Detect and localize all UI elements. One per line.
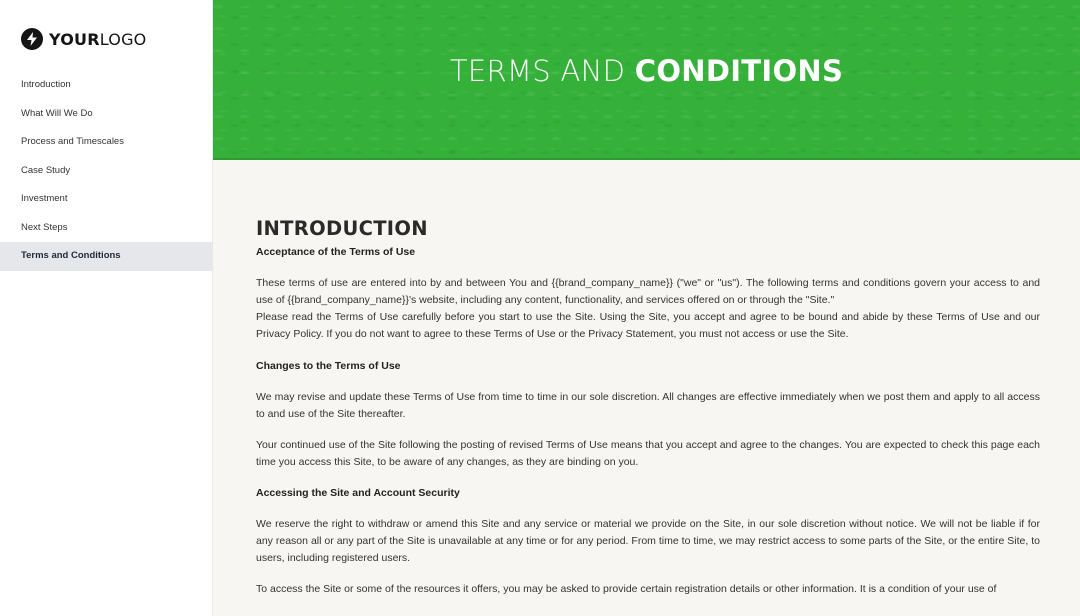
subheading-acceptance: Acceptance of the Terms of Use — [256, 246, 416, 258]
lightning-icon — [21, 28, 43, 50]
logo[interactable] — [21, 27, 146, 51]
page-title — [450, 54, 843, 88]
sidebar-item-case-study[interactable]: Case Study — [21, 164, 71, 176]
paragraph: These terms of use are entered into by and between You and {{brand_company_name}} ("we" or "us"). The following terms and conditions govern your access to and use of {{brand_company_name}}'s website, including any content, functionality, and services offered on or through the "Site." — [256, 277, 1040, 306]
sidebar-item-terms-and-conditions[interactable]: Terms and Conditions — [0, 242, 213, 271]
page-title-bold: CONDITIONS — [634, 53, 844, 88]
sidebar-item-what-will-we-do[interactable]: What Will We Do — [21, 107, 93, 119]
paragraph: We may revise and update these Terms of Use from time to time in our sole discretion. All changes are effective immediately when we post them and apply to all access to and use of the Site thereafter. — [256, 391, 1040, 420]
sidebar-item-next-steps[interactable]: Next Steps — [21, 221, 68, 233]
subheading-accessing: Accessing the Site and Account Security — [256, 487, 460, 499]
paragraph: To access the Site or some of the resources it offers, you may be asked to provide certain registration details or other information. It is a condition of your use of — [256, 583, 997, 595]
sidebar-item-process-and-timescales[interactable]: Process and Timescales — [21, 136, 124, 147]
hero-banner — [213, 0, 1080, 160]
subheading-changes: Changes to the Terms of Use — [256, 360, 401, 372]
logo-text — [49, 30, 146, 49]
sidebar-item-investment[interactable]: Investment — [21, 193, 68, 204]
paragraph: Your continued use of the Site following the posting of revised Terms of Use means that you accept and agree to the changes. You are expected to check this page each time you access this Site, to be aware of any changes, as they are binding on you. — [256, 439, 1040, 468]
section-heading: INTRODUCTION — [256, 217, 428, 240]
paragraph: We reserve the right to withdraw or amend this Site and any service or material we provide on the Site, in our sole discretion without notice. We will not be liable if for any reason all or any part of the Site is unavailable at any time or for any period. From time to time, we may restrict access to some parts of the Site, or the entire Site, to users, including registered users. — [256, 518, 1040, 564]
logo-text-bold: YOUR — [49, 29, 100, 49]
sidebar-nav — [0, 71, 213, 271]
page-title-light: TERMS AND — [449, 53, 635, 88]
paragraph: Please read the Terms of Use carefully before you start to use the Site. Using the Site, you accept and agree to be bound and abide by these Terms of Use and our Privacy Policy. If you do not want to agree to these Terms of Use or the Privacy Statement, you must not access or use the Site. — [256, 311, 1040, 340]
sidebar-item-introduction[interactable]: Introduction — [21, 79, 71, 90]
main-content — [256, 214, 1040, 598]
logo-text-light: LOGO — [99, 29, 147, 49]
sidebar — [0, 0, 213, 616]
